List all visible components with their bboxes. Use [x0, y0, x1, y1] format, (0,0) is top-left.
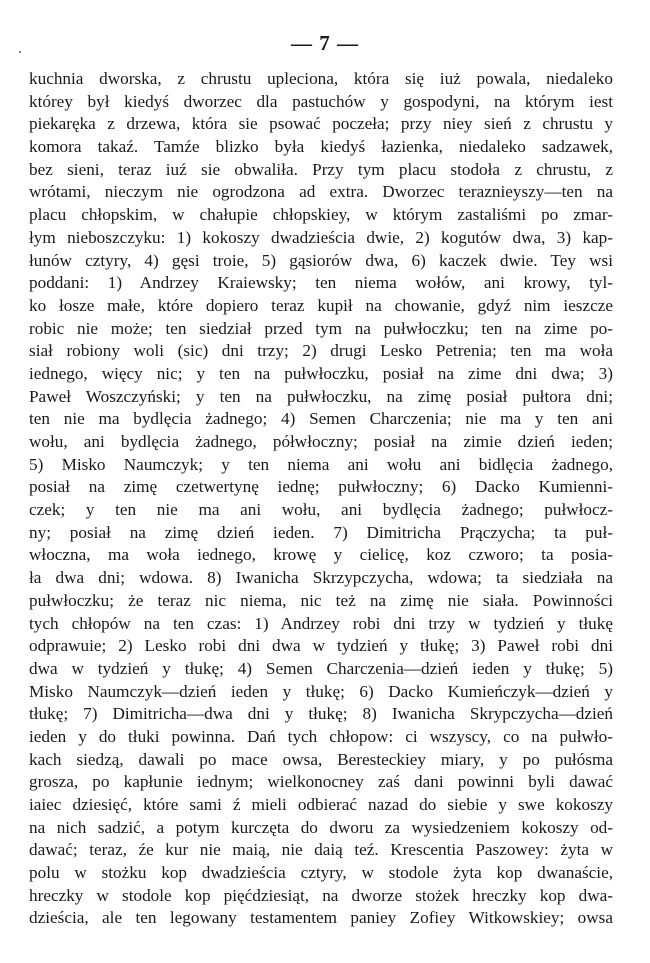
text-line: poddani: 1) Andrzey Kraiewsky; ten niema wołów, ani krowy, tyl- [29, 273, 613, 293]
text-line: iaiec dziesięć, które sami ź mieli odbierać nazad do siebie y swe kokoszy [29, 795, 613, 814]
text-line: Paweł Woszczyński; y ten na pułwłoczku, na zimę posiał pułtora dni; [29, 386, 613, 406]
text-line: wrótami, nieczym nie ogrodzona ad extra. Dworzec teraznieyszy—ten na [29, 182, 613, 202]
text-line: komora takaź. Tamźe blizko była kiedyś łazienka, niedaleko sadzawek, [29, 137, 613, 157]
text-line: piekaręka z drzewa, która sie psować poczeła; przy niey sień z chrustu y [29, 114, 613, 134]
text-line: siał robiony woli (sic) dni trzy; 2) drugi Lesko Petrenia; ten ma woła [29, 341, 613, 361]
text-line: bez sieni, teraz iuź sie obwaliła. Przy tym placu stodoła z chrustu, z [29, 159, 613, 179]
text-line: dzieścia, ale ten legowany testamentem paniey Zofiey Witkowskiey; owsa [29, 908, 613, 928]
text-line: robic nie może; ten siedział przed tym na pułwłoczku; ten na zime po- [29, 318, 613, 338]
page-number: — 7 — [291, 31, 359, 55]
text-line: hreczky w stodole kop pięćdziesiąt, na dworze stożek hreczky kop dwa- [29, 885, 613, 905]
text-line: włoczna, ma woła iednego, krowę y cielicę, koz czworo; ta posia- [29, 545, 613, 565]
text-line: na nich sadzić, a potym kurczęta do dworu za wysiedzeniem kokoszy od- [29, 817, 613, 837]
text-line: łym nieboszczyku: 1) kokoszy dwadzieścia dwie, 2) kogutów dwa, 3) kap- [29, 227, 613, 247]
body-text [29, 68, 613, 930]
text-line: którey był kiedyś dworzec dla pastuchów y gospodyni, na którym iest [29, 91, 613, 111]
text-line: ko łosze małe, które dopiero teraz kupił na chowanie, gdyź nim ieszcze [29, 295, 613, 315]
text-line: tych chłopów na ten czas: 1) Andrzey robi dni trzy w tydzień y tłukę [29, 613, 613, 633]
text-line: czek; y ten nie ma ani wołu, ani bydlęcia żadnego; pułwłocz- [29, 500, 613, 520]
text-line: iednego, więcy nic; y ten na pułwłoczku, posiał na zime dni dwa; 3) [29, 363, 613, 383]
text-line: odprawuie; 2) Lesko robi dni dwa w tydzień y tłukę; 3) Paweł robi dni [29, 636, 613, 656]
text-line: dawać; teraz, źe kur nie maią, nie daią teź. Krescentia Paszowey: żyta w [29, 840, 613, 860]
text-line: polu w stożku kop dwadzieścia cztyry, w stodole żyta kop dwanaście, [29, 863, 613, 883]
text-line: łunów cztyry, 4) gęsi troie, 5) gąsiorów dwa, 6) kaczek dwie. Tey wsi [29, 250, 613, 270]
text-line: kach siedzą, dawali po mace owsa, Beresteckiey miary, y po pułósma [29, 749, 613, 769]
text-line: Misko Naumczyk—dzień ieden y tłukę; 6) Dacko Kumieńczyk—dzień y [29, 681, 613, 701]
text-line: posiał na zimę czetwertynę iednę; pułwłoczny; 6) Dacko Kumienni- [29, 477, 613, 497]
text-line: kuchnia dworska, z chrustu upleciona, która się iuż powala, niedaleko [29, 69, 613, 88]
text-line: ny; posiał na zimę dzień ieden. 7) Dimitricha Prączycha; ta puł- [29, 522, 613, 542]
text-line: dwa w tydzień y tłukę; 4) Semen Charczenia—dzień ieden y tłukę; 5) [29, 658, 613, 678]
text-line: ła dwa dni; wdowa. 8) Iwanicha Skrzypczycha, wdowa; ta siedziała na [29, 568, 613, 588]
text-line: wołu, ani bydlęcia żadnego, półwłoczny; posiał na zimie dzień ieden; [29, 432, 613, 451]
text-line: pułwłoczku; że teraz nic niema, nic też na zimę nie siała. Powinności [29, 590, 613, 610]
text-line: ieden y do tłuki powinna. Dań tych chłopow: ci wszyscy, co na pułwło- [29, 726, 613, 746]
text-line: 5) Misko Naumczyk; y ten niema ani wołu ani bidlęcia żadnego, [29, 454, 613, 474]
text-line: grosza, po kapłunie iednym; wielkonocney zaś dani powinni byli dawać [29, 772, 613, 792]
text-line: tłukę; 7) Dimitricha—dwa dni y tłukę; 8) Iwanicha Skrypczycha—dzień [29, 704, 613, 724]
text-line: placu chłopskim, w chałupie chłopskiey, w którym zastaliśmi po zmar- [29, 205, 613, 225]
text-line: ten nie ma bydlęcia żadnego; 4) Semen Charczenia; nie ma y ten ani [29, 409, 613, 429]
